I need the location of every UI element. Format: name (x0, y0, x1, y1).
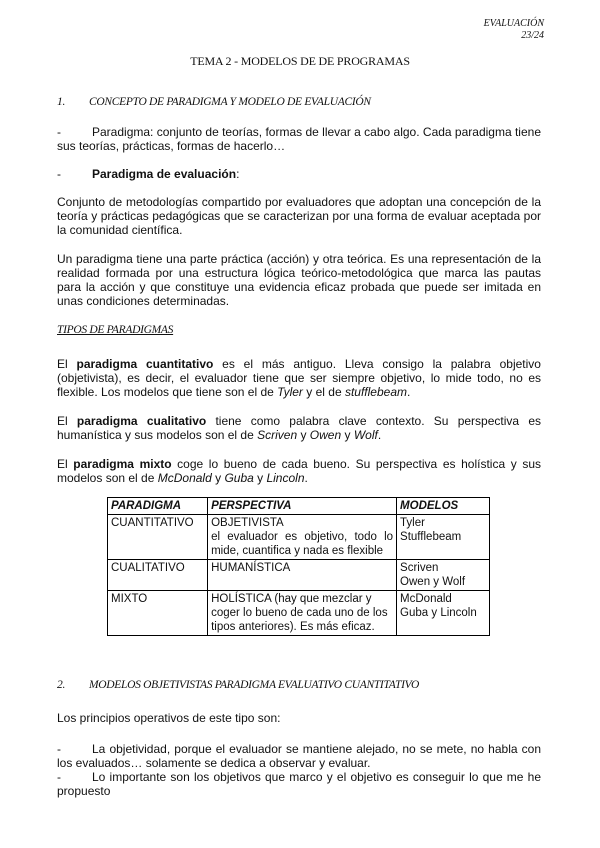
header-year: 23/24 (521, 30, 544, 41)
text-end: . (304, 471, 308, 485)
paradigms-table (107, 497, 490, 636)
cell-perspectiva (208, 560, 397, 591)
perspectiva-title: HUMANÍSTICA (211, 562, 291, 574)
cell-perspectiva: HOLÍSTICA (hay que mezclar y coger lo bueno de cada uno de los tipos anteriores). Es más eficaz. (208, 591, 397, 636)
text-end: . (407, 385, 411, 399)
model-guba: Guba (224, 471, 254, 485)
bullet-paradigma (57, 125, 541, 153)
cell-paradigma: MIXTO (108, 591, 208, 636)
modelo-line: Scriven (400, 562, 439, 574)
table-header-row (108, 498, 490, 515)
perspectiva-desc: el evaluador es objetivo, todo lo mide, cuantifica y nada es flexible (211, 531, 394, 557)
paragraph-cualitativo (57, 414, 541, 442)
bullet-objetividad (57, 742, 541, 770)
section-title: MODELOS OBJETIVISTAS PARADIGMA EVALUATIVO CUANTITATIVO (89, 679, 420, 691)
bullet-text: Lo importante son los objetivos que marco y el objetivo es conseguir lo que me he propuesto (57, 770, 541, 798)
section-number: 1. (57, 96, 66, 108)
cell-modelos (397, 515, 490, 560)
bullet-dash: - (57, 125, 61, 139)
section-number: 2. (57, 679, 66, 691)
text-pre: El (57, 414, 77, 428)
page-header (484, 18, 544, 42)
modelo-line: Guba y Lincoln (400, 607, 477, 619)
table-row (108, 591, 490, 636)
text-connector: y (253, 471, 267, 485)
table-row (108, 560, 490, 591)
paragraph-practica-teorica: Un paradigma tiene una parte práctica (acción) y otra teórica. Es una representación de la realidad formada por una estructura lógica teórico-metodológica que marca las pautas para la acción y que constituye una evidencia eficaz probada que puede ser imitada en unas condiciones determinadas. (57, 252, 541, 308)
model-lincoln: Lincoln (266, 471, 305, 485)
paragraph-mixto (57, 457, 541, 485)
paragraph-definition: Conjunto de metodologías compartido por evaluadores que adoptan una concepción de la teoría y prácticas pedagógicas que se caracterizan por una forma de evaluar aceptada por la comunidad científica. (57, 195, 541, 237)
model-mcdonald: McDonald (157, 471, 212, 485)
text-connector: y (341, 428, 354, 442)
modelo-line: Stufflebeam (400, 531, 462, 543)
bullet-dash: - (57, 742, 61, 756)
bullet-paradigma-evaluacion (57, 167, 541, 181)
model-scriven: Scriven (257, 428, 298, 442)
table-row (108, 515, 490, 560)
term-cualitativo: paradigma cualitativo (76, 414, 207, 428)
bullet-text: La objetividad, porque el evaluador se mantiene alejado, no se mete, no habla con los evaluados… solamente se dedica a observar y evaluar. (57, 742, 541, 770)
section-1-heading (57, 96, 371, 108)
modelo-line: Tyler (400, 517, 425, 529)
text-body: tiene como palabra clave contexto. Su perspectiva es humanística y sus modelos son el de (57, 414, 541, 442)
column-header: PERSPECTIVA (208, 498, 397, 515)
text-pre: El (57, 357, 77, 371)
paragraph-cuantitativo (57, 357, 541, 399)
text-pre: El (57, 457, 74, 471)
model-owen: Owen (309, 428, 342, 442)
column-header: MODELOS (397, 498, 490, 515)
cell-paradigma: CUALITATIVO (108, 560, 208, 591)
cell-paradigma: CUANTITATIVO (108, 515, 208, 560)
bullet-dash: - (57, 167, 61, 181)
bullet-rest: : (236, 167, 240, 181)
text-body: es el más antiguo. Lleva consigo la palabra objetivo (objetivista), es decir, el evaluador tiene que ser siempre objetivo, lo mide todo, no es flexible. Los modelos que tiene son el de (57, 357, 541, 399)
bullet-objetivos (57, 770, 541, 798)
model-tyler: Tyler (277, 385, 303, 399)
model-stufflebeam: stufflebeam (344, 385, 408, 399)
text-body: coge lo bueno de cada bueno. Su perspectiva es holística y sus modelos son el de (57, 457, 541, 485)
paragraph-principios: Los principios operativos de este tipo son: (57, 711, 281, 725)
cell-perspectiva (208, 515, 397, 560)
text-end: . (377, 428, 382, 442)
column-header: PARADIGMA (108, 498, 208, 515)
section-title: CONCEPTO DE PARADIGMA Y MODELO DE EVALUACIÓN (89, 96, 371, 108)
cell-modelos (397, 560, 490, 591)
section-2-heading (57, 679, 419, 691)
cell-modelos (397, 591, 490, 636)
modelo-line: McDonald (400, 593, 452, 605)
term-cuantitativo: paradigma cuantitativo (76, 357, 214, 371)
text-connector: y (297, 428, 310, 442)
modelo-line: Owen y Wolf (400, 576, 466, 588)
bullet-dash: - (57, 770, 61, 784)
header-subject: EVALUACIÓN (483, 18, 544, 29)
tipos-heading: TIPOS DE PARADIGMAS (57, 324, 174, 336)
perspectiva-title: OBJETIVISTA (211, 517, 284, 529)
bullet-bold: Paradigma de evaluación (92, 167, 237, 181)
term-mixto: paradigma mixto (73, 457, 172, 471)
text-connector: y (211, 471, 225, 485)
model-wolf: Wolf (353, 428, 378, 442)
bullet-text: Paradigma: conjunto de teorías, formas de llevar a cabo algo. Cada paradigma tiene sus teorías, prácticas, formas de hacerlo… (57, 125, 541, 153)
text-connector: y el de (302, 385, 345, 399)
page-title: TEMA 2 - MODELOS DE DE PROGRAMAS (190, 54, 410, 68)
